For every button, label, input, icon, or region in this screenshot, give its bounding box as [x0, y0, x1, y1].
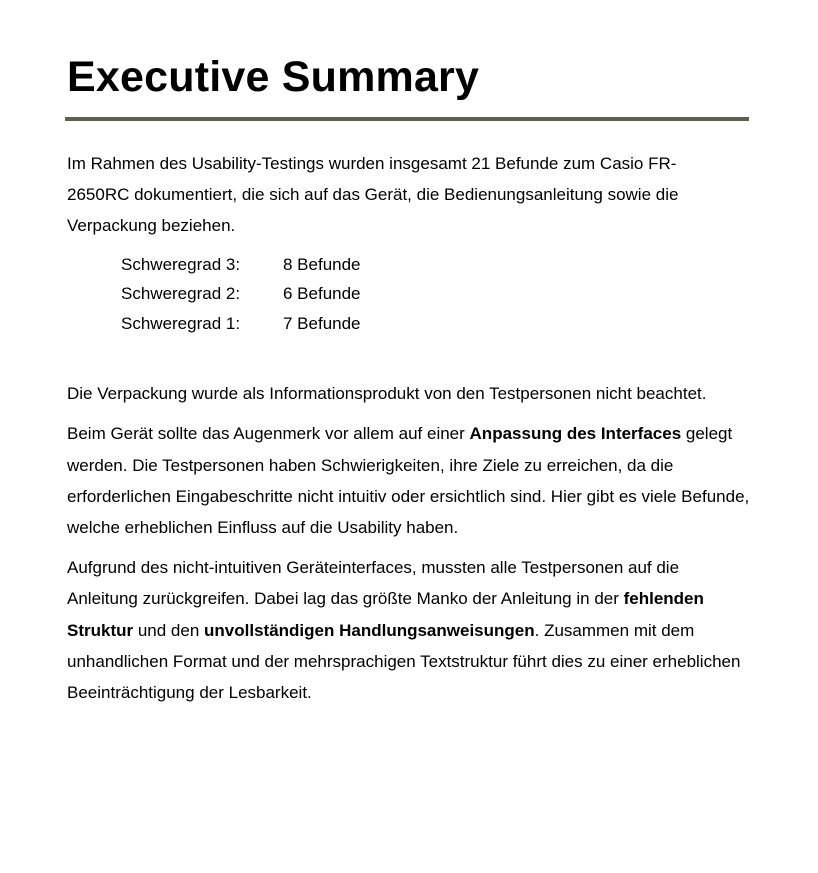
device-text-before: Beim Gerät sollte das Augenmerk vor allem auf einer — [67, 424, 470, 444]
severity-item-1 — [121, 309, 751, 339]
severity-value: 7 Befunde — [283, 313, 361, 333]
device-text-emphasis: Anpassung des Interfaces — [469, 424, 682, 444]
severity-list — [121, 250, 751, 339]
manual-text-part2: und den — [133, 620, 205, 640]
intro-paragraph: Im Rahmen des Usability-Testings wurden insgesamt 21 Befunde zum Casio FR-2650RC dokumentiert, die sich auf das Gerät, die Bedienungsanleitung sowie die Verpackung beziehen. — [67, 154, 679, 236]
severity-item-2 — [121, 279, 751, 309]
manual-text-part3: . Zusammen mit dem unhandlichen Format und der mehrsprachigen Textstruktur führt dies zu einer erheblichen Beeinträchtigung der Lesbarkeit. — [67, 620, 741, 702]
severity-value: 6 Befunde — [283, 284, 361, 304]
manual-paragraph — [67, 552, 751, 708]
severity-label: Schweregrad 3: — [121, 254, 241, 274]
device-text-after: gelegt werden. Die Testpersonen haben Schwierigkeiten, ihre Ziele zu erreichen, da die erforderlichen Eingabeschritte nicht intuitiv oder ersichtlich sind. Hier gibt es viele Befunde, welche erheblichen Einfluss auf die Usability haben. — [67, 424, 750, 537]
manual-text-emphasis-structure: fehlenden Struktur — [67, 589, 704, 640]
manual-text-emphasis-instructions: unvollständigen Handlungsanweisungen — [204, 620, 535, 640]
title-divider — [65, 117, 749, 121]
device-paragraph — [67, 418, 751, 543]
severity-label: Schweregrad 1: — [121, 313, 241, 333]
severity-item-3 — [121, 250, 751, 280]
page-title: Executive Summary — [67, 53, 480, 101]
packaging-paragraph: Die Verpackung wurde als Informationsprodukt von den Testpersonen nicht beachtet. — [67, 384, 707, 404]
document-body — [67, 148, 751, 708]
manual-text-part1: Aufgrund des nicht-intuitiven Geräteinterfaces, mussten alle Testpersonen auf die Anleitung zurückgreifen. Dabei lag das größte Manko der Anleitung in der — [67, 558, 680, 609]
severity-label: Schweregrad 2: — [121, 284, 241, 304]
severity-value: 8 Befunde — [283, 254, 361, 274]
